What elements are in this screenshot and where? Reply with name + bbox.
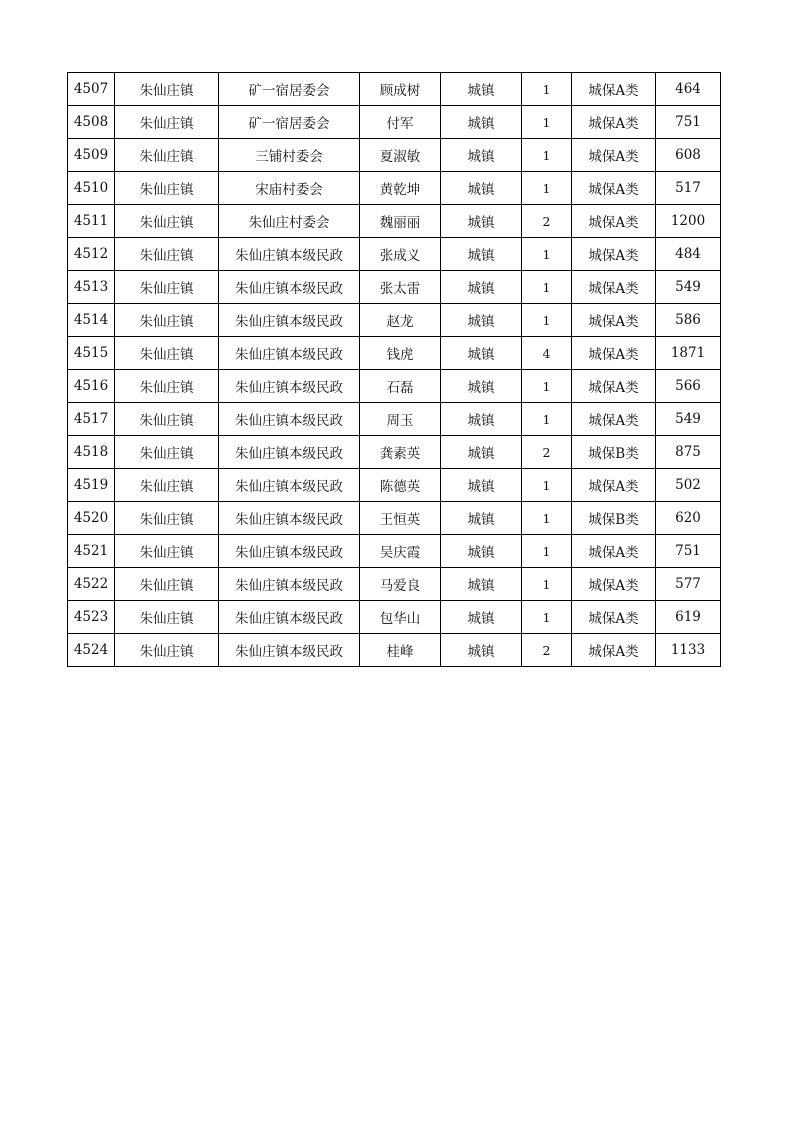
cell-town: 朱仙庄镇	[115, 238, 219, 271]
cell-category: 城保A类	[572, 601, 656, 634]
cell-name: 赵龙	[360, 304, 441, 337]
cell-amount: 484	[656, 238, 721, 271]
cell-amount: 875	[656, 436, 721, 469]
cell-amount: 577	[656, 568, 721, 601]
cell-amount: 608	[656, 139, 721, 172]
cell-name: 桂峰	[360, 634, 441, 667]
cell-name: 周玉	[360, 403, 441, 436]
cell-town: 朱仙庄镇	[115, 601, 219, 634]
table-row	[68, 370, 721, 403]
cell-town: 朱仙庄镇	[115, 634, 219, 667]
cell-id: 4522	[68, 568, 115, 601]
cell-name: 龚素英	[360, 436, 441, 469]
cell-committee: 朱仙庄镇本级民政	[219, 436, 360, 469]
cell-area-type: 城镇	[441, 139, 522, 172]
cell-category: 城保A类	[572, 535, 656, 568]
cell-area-type: 城镇	[441, 238, 522, 271]
table-row	[68, 106, 721, 139]
cell-area-type: 城镇	[441, 601, 522, 634]
cell-household-count: 1	[522, 601, 572, 634]
cell-committee: 朱仙庄镇本级民政	[219, 469, 360, 502]
cell-town: 朱仙庄镇	[115, 106, 219, 139]
cell-amount: 566	[656, 370, 721, 403]
cell-name: 陈德英	[360, 469, 441, 502]
cell-committee: 矿一宿居委会	[219, 106, 360, 139]
cell-category: 城保A类	[572, 403, 656, 436]
cell-name: 黄乾坤	[360, 172, 441, 205]
cell-committee: 朱仙庄镇本级民政	[219, 502, 360, 535]
cell-name: 吴庆霞	[360, 535, 441, 568]
cell-id: 4512	[68, 238, 115, 271]
cell-name: 张太雷	[360, 271, 441, 304]
cell-area-type: 城镇	[441, 205, 522, 238]
cell-id: 4508	[68, 106, 115, 139]
cell-committee: 三铺村委会	[219, 139, 360, 172]
cell-town: 朱仙庄镇	[115, 535, 219, 568]
cell-area-type: 城镇	[441, 370, 522, 403]
cell-amount: 586	[656, 304, 721, 337]
cell-area-type: 城镇	[441, 73, 522, 106]
cell-town: 朱仙庄镇	[115, 469, 219, 502]
cell-amount: 517	[656, 172, 721, 205]
table-row	[68, 601, 721, 634]
table-row	[68, 139, 721, 172]
cell-name: 马爱良	[360, 568, 441, 601]
cell-amount: 751	[656, 535, 721, 568]
cell-amount: 620	[656, 502, 721, 535]
cell-area-type: 城镇	[441, 535, 522, 568]
table-row	[68, 436, 721, 469]
cell-amount: 464	[656, 73, 721, 106]
cell-name: 顾成树	[360, 73, 441, 106]
cell-category: 城保B类	[572, 502, 656, 535]
cell-household-count: 1	[522, 403, 572, 436]
cell-id: 4511	[68, 205, 115, 238]
table-row	[68, 337, 721, 370]
cell-area-type: 城镇	[441, 634, 522, 667]
cell-household-count: 1	[522, 139, 572, 172]
roster-table-body	[68, 73, 721, 667]
cell-category: 城保A类	[572, 304, 656, 337]
cell-name: 王恒英	[360, 502, 441, 535]
cell-committee: 朱仙庄镇本级民政	[219, 535, 360, 568]
cell-category: 城保A类	[572, 205, 656, 238]
cell-area-type: 城镇	[441, 304, 522, 337]
cell-committee: 朱仙庄镇本级民政	[219, 370, 360, 403]
cell-household-count: 1	[522, 502, 572, 535]
cell-household-count: 1	[522, 271, 572, 304]
cell-household-count: 1	[522, 304, 572, 337]
cell-area-type: 城镇	[441, 469, 522, 502]
cell-town: 朱仙庄镇	[115, 304, 219, 337]
cell-name: 魏丽丽	[360, 205, 441, 238]
table-row	[68, 469, 721, 502]
cell-town: 朱仙庄镇	[115, 436, 219, 469]
cell-area-type: 城镇	[441, 271, 522, 304]
cell-amount: 549	[656, 271, 721, 304]
cell-town: 朱仙庄镇	[115, 73, 219, 106]
cell-category: 城保A类	[572, 106, 656, 139]
cell-household-count: 2	[522, 436, 572, 469]
cell-household-count: 4	[522, 337, 572, 370]
cell-amount: 619	[656, 601, 721, 634]
cell-category: 城保A类	[572, 469, 656, 502]
cell-area-type: 城镇	[441, 172, 522, 205]
cell-name: 石磊	[360, 370, 441, 403]
cell-category: 城保A类	[572, 139, 656, 172]
cell-area-type: 城镇	[441, 436, 522, 469]
cell-committee: 朱仙庄镇本级民政	[219, 568, 360, 601]
table-row	[68, 502, 721, 535]
cell-id: 4523	[68, 601, 115, 634]
cell-household-count: 1	[522, 238, 572, 271]
cell-category: 城保A类	[572, 568, 656, 601]
cell-area-type: 城镇	[441, 568, 522, 601]
cell-committee: 朱仙庄镇本级民政	[219, 337, 360, 370]
cell-committee: 朱仙庄镇本级民政	[219, 403, 360, 436]
cell-town: 朱仙庄镇	[115, 172, 219, 205]
cell-category: 城保A类	[572, 634, 656, 667]
cell-committee: 朱仙庄镇本级民政	[219, 238, 360, 271]
cell-committee: 朱仙庄镇本级民政	[219, 304, 360, 337]
cell-town: 朱仙庄镇	[115, 370, 219, 403]
cell-committee: 朱仙庄镇本级民政	[219, 634, 360, 667]
cell-household-count: 1	[522, 568, 572, 601]
table-row	[68, 535, 721, 568]
cell-id: 4520	[68, 502, 115, 535]
cell-household-count: 1	[522, 106, 572, 139]
cell-committee: 朱仙庄镇本级民政	[219, 271, 360, 304]
table-row	[68, 172, 721, 205]
cell-committee: 朱仙庄村委会	[219, 205, 360, 238]
cell-id: 4513	[68, 271, 115, 304]
cell-id: 4507	[68, 73, 115, 106]
table-row	[68, 271, 721, 304]
cell-id: 4518	[68, 436, 115, 469]
cell-household-count: 1	[522, 172, 572, 205]
cell-id: 4509	[68, 139, 115, 172]
cell-town: 朱仙庄镇	[115, 337, 219, 370]
cell-name: 夏淑敏	[360, 139, 441, 172]
roster-table	[67, 72, 721, 667]
cell-category: 城保A类	[572, 238, 656, 271]
cell-amount: 1871	[656, 337, 721, 370]
cell-amount: 1200	[656, 205, 721, 238]
cell-household-count: 1	[522, 469, 572, 502]
cell-id: 4514	[68, 304, 115, 337]
table-row	[68, 73, 721, 106]
cell-town: 朱仙庄镇	[115, 502, 219, 535]
cell-category: 城保A类	[572, 370, 656, 403]
cell-town: 朱仙庄镇	[115, 568, 219, 601]
cell-area-type: 城镇	[441, 337, 522, 370]
cell-id: 4519	[68, 469, 115, 502]
cell-committee: 宋庙村委会	[219, 172, 360, 205]
cell-category: 城保B类	[572, 436, 656, 469]
cell-household-count: 1	[522, 535, 572, 568]
cell-town: 朱仙庄镇	[115, 205, 219, 238]
cell-name: 包华山	[360, 601, 441, 634]
cell-area-type: 城镇	[441, 403, 522, 436]
cell-amount: 502	[656, 469, 721, 502]
cell-area-type: 城镇	[441, 502, 522, 535]
cell-name: 付军	[360, 106, 441, 139]
table-row	[68, 205, 721, 238]
cell-name: 张成义	[360, 238, 441, 271]
table-row	[68, 634, 721, 667]
cell-id: 4515	[68, 337, 115, 370]
cell-town: 朱仙庄镇	[115, 139, 219, 172]
table-row	[68, 403, 721, 436]
cell-id: 4521	[68, 535, 115, 568]
cell-committee: 朱仙庄镇本级民政	[219, 601, 360, 634]
cell-household-count: 1	[522, 370, 572, 403]
cell-household-count: 1	[522, 73, 572, 106]
cell-category: 城保A类	[572, 172, 656, 205]
cell-name: 钱虎	[360, 337, 441, 370]
cell-town: 朱仙庄镇	[115, 403, 219, 436]
cell-household-count: 2	[522, 634, 572, 667]
table-row	[68, 568, 721, 601]
cell-household-count: 2	[522, 205, 572, 238]
cell-amount: 549	[656, 403, 721, 436]
table-row	[68, 238, 721, 271]
cell-amount: 751	[656, 106, 721, 139]
cell-id: 4524	[68, 634, 115, 667]
cell-id: 4510	[68, 172, 115, 205]
cell-category: 城保A类	[572, 271, 656, 304]
cell-id: 4517	[68, 403, 115, 436]
cell-id: 4516	[68, 370, 115, 403]
cell-committee: 矿一宿居委会	[219, 73, 360, 106]
cell-category: 城保A类	[572, 337, 656, 370]
cell-category: 城保A类	[572, 73, 656, 106]
cell-amount: 1133	[656, 634, 721, 667]
cell-town: 朱仙庄镇	[115, 271, 219, 304]
table-row	[68, 304, 721, 337]
cell-area-type: 城镇	[441, 106, 522, 139]
